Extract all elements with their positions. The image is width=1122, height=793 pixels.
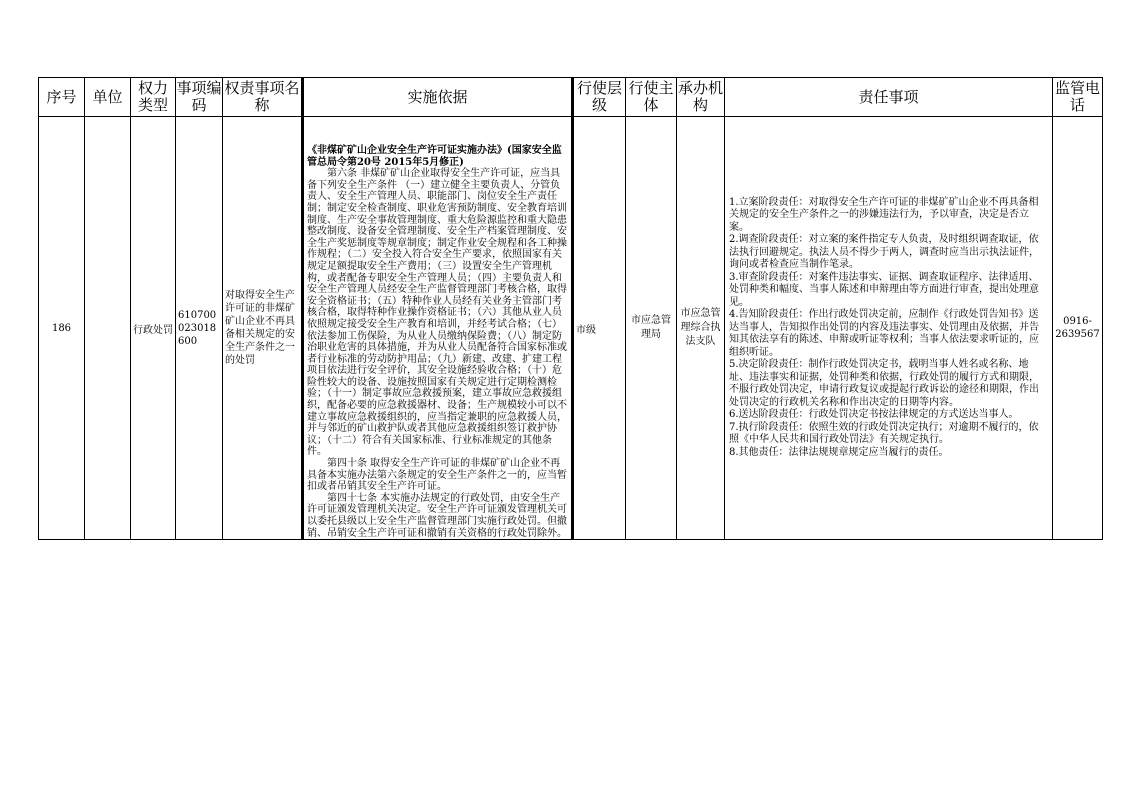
responsibility-item: 6.送达阶段责任：行政处罚决定书按法律规定的方式送达当事人。 [729, 409, 1019, 421]
cell-subject: 市应急管理局 [626, 117, 677, 540]
basis-paragraph: 第六条 非煤矿矿山企业取得安全生产许可证，应当具备下列安全生产条件 （一）建立健全主要负责人、分管负责人、安全生产管理人员、职能部门、岗位安全生产责任制；制定安全检查制度、职业危害预防制度、安全教育培训制度、生产安全事故管理制度、重大危险源监控和重大隐患整改制度、设备安全管理制度、安全生产档案管理制度、安全生产奖惩制度等规章制度；制定作业安全规程和各工种操作规程；（二）安全投入符合安全生产要求，依照国家有关规定足额提取安全生产费用；（三）设置安全生产管理机构，或者配备专职安全生产管理人员；（四）主要负责人和安全生产管理人员经安全生产监督管理部门考核合格，取得安全资格证书；（五）特种作业人员经有关业务主管部门考核合格，取得特种作业操作资格证书；（六）其他从业人员依照规定接受安全生产教育和培训，并经考试合格；（七）依法参加工伤保险，为从业人员缴纳保险费；（八）制定防治职业危害的具体措施，并为从业人员配备符合国家标准或者行业标准的劳动防护用品；（九）新建、改建、扩建工程项目依法进行安全评价，其安全设施经验收合格；（十）危险性较大的设备、设施按照国家有关规定进行定期检测检验；（十一）制定事故应急救援预案，建立事故应急救援组织，配备必要的应急救援器材、设备；生产规模较小可以不建立事故应急救援组织的，应当指定兼职的应急救援人员，并与邻近的矿山救护队或者其他应急救援组织签订救护协议；（十二）符合有关国家标准、行业标准规定的其他条件。 [307, 168, 567, 458]
header-level: 行使层级 [573, 78, 626, 117]
responsibility-item: 8.其他责任：法律法规规章规定应当履行的责任。 [729, 446, 949, 458]
responsibility-item: 4.告知阶段责任：作出行政处罚决定前，应制作《行政处罚告知书》送达当事人，告知拟作出处罚的内容及违法事实、处罚理由及依据，并告知其依法享有的陈述、申辩或听证等权利；当事人依法要求听证的，应组织听证。 [729, 309, 1039, 358]
cell-agency: 市应急管理综合执法支队 [677, 117, 725, 540]
cell-unit [85, 117, 131, 540]
basis-paragraph: 第四十七条 本实施办法规定的行政处罚，由安全生产许可证颁发管理机关决定。安全生产许可证颁发管理机关可以委托县级以上安全生产监督管理部门实施行政处罚。但撤销、吊销安全生产许可证和撤销有关资格的行政处罚除外。 [307, 492, 567, 539]
header-responsibility: 责任事项 [725, 78, 1053, 117]
power-list-table [38, 77, 1103, 540]
basis-paragraph: 第四十条 取得安全生产许可证的非煤矿矿山企业不再具备本实施办法第六条规定的安全生产条件之一的，应当暂扣或者吊销其安全生产许可证。 [307, 458, 567, 493]
basis-content [307, 117, 568, 539]
cell-item-name: 对取得安全生产许可证的非煤矿矿山企业不再具备相关规定的安全生产条件之一的处罚 [223, 117, 303, 540]
cell-basis [303, 117, 573, 540]
responsibility-item: 7.执行阶段责任：依照生效的行政处罚决定执行；对逾期不履行的，依照《中华人民共和国行政处罚法》有关规定执行。 [729, 421, 1039, 446]
cell-power-type: 行政处罚 [131, 117, 176, 540]
header-subject: 行使主体 [626, 78, 677, 117]
header-item-code: 事项编码 [176, 78, 223, 117]
header-basis: 实施依据 [303, 78, 573, 117]
cell-level: 市级 [573, 117, 626, 540]
cell-responsibility [725, 117, 1053, 540]
responsibility-item: 1.立案阶段责任：对取得安全生产许可证的非煤矿矿山企业不再具备相关规定的安全生产条件之一的涉嫌违法行为，予以审查，决定是否立案。 [729, 196, 1039, 233]
header-agency: 承办机构 [677, 78, 725, 117]
cell-item-code: 610700023018600 [176, 117, 223, 540]
cell-seq: 186 [39, 117, 85, 540]
responsibility-item: 5.决定阶段责任：制作行政处罚决定书，载明当事人姓名或名称、地址、违法事实和证据，处罚种类和依据，行政处罚的履行方式和期限，不服行政处罚决定，申请行政复议或提起行政诉讼的途径和期限，作出处罚决定的行政机关名称和作出决定的日期等内容。 [729, 359, 1039, 408]
table-row [39, 117, 1103, 540]
header-row [39, 78, 1103, 117]
header-power-type: 权力类型 [131, 78, 176, 117]
header-seq: 序号 [39, 78, 85, 117]
responsibility-item: 2.调查阶段责任：对立案的案件指定专人负责，及时组织调查取证，依法执行回避规定。执法人员不得少于两人，调查时应当出示执法证件，询问或者检查应当制作笔录。 [729, 234, 1039, 271]
header-item-name: 权责事项名称 [223, 78, 303, 117]
responsibility-item: 3.审查阶段责任：对案件违法事实、证据、调查取证程序、法律适用、处罚种类和幅度、当事人陈述和申辩理由等方面进行审查，提出处理意见。 [729, 271, 1039, 308]
header-unit: 单位 [85, 78, 131, 117]
header-tel: 监管电话 [1053, 78, 1103, 117]
cell-tel: 0916-2639567 [1053, 117, 1103, 540]
basis-title: 《非煤矿矿山企业安全生产许可证实施办法》(国家安全监管总局令第20号 2015年5月修正) [307, 145, 562, 168]
